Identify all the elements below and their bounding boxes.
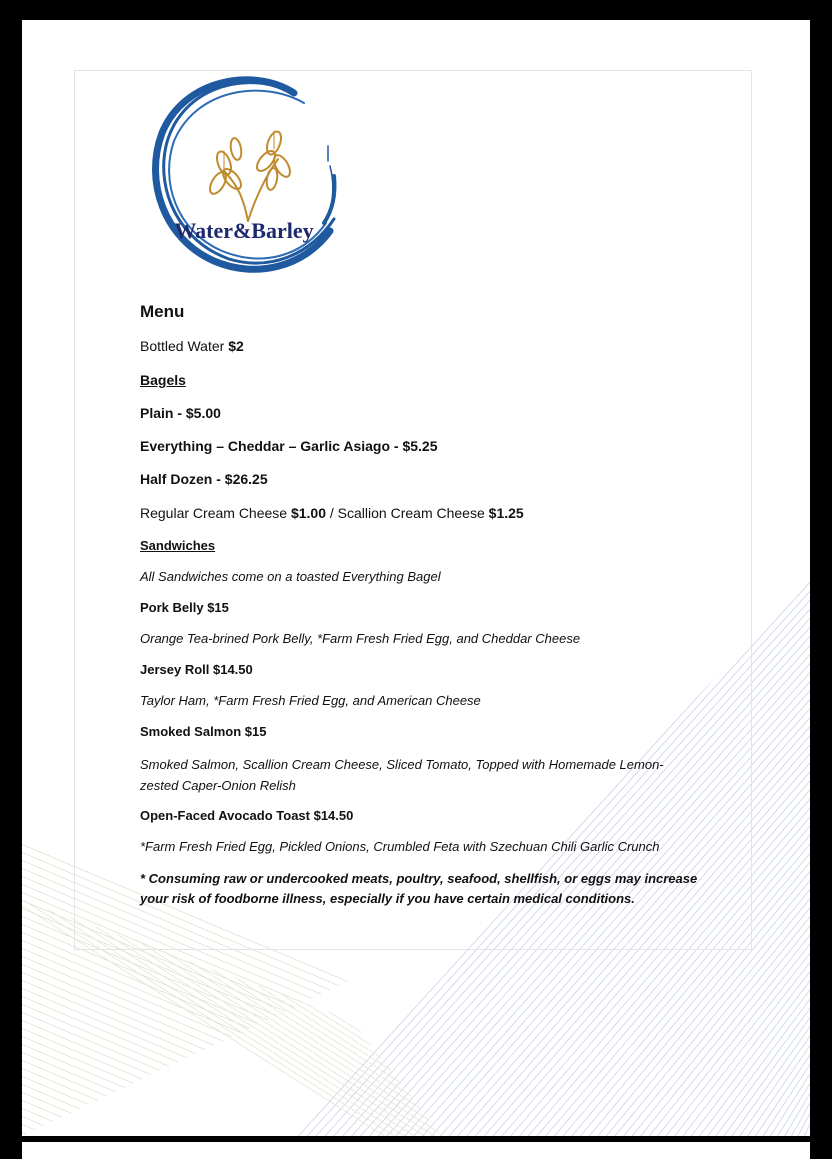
sandwich-description: *Farm Fresh Fried Egg, Pickled Onions, Crumbled Feta with Szechuan Chili Garlic Crunch [140,839,660,854]
scallion-cream-cheese-price: $1.25 [488,505,524,521]
sandwich-name: Open-Faced Avocado Toast $14.50 [140,808,354,823]
bagel-half-dozen: Half Dozen - $26.25 [140,471,268,487]
bagels-heading: Bagels [140,372,186,388]
sandwich-description: Orange Tea-brined Pork Belly, *Farm Fresh Fried Egg, and Cheddar Cheese [140,631,581,646]
sandwich-description: Smoked Salmon, Scallion Cream Cheese, Sliced Tomato, Topped with Homemade Lemon-zested Caper-Onion Relish [140,757,664,793]
next-page-edge [22,1142,810,1159]
bottled-water-line [140,338,244,354]
cream-cheese-line [140,505,524,521]
regular-cream-cheese-price: $1.00 [290,505,327,521]
menu-page [22,20,810,1136]
bottled-water-name: Bottled Water [140,338,229,354]
logo-text: Water&Barley [174,218,314,243]
water-and-barley-logo [144,71,344,276]
wheat-icon [207,130,293,221]
food-safety-warning: * Consuming raw or undercooked meats, poultry, seafood, shellfish, or eggs may increase your risk of foodborne illness, especially if you have certain medical conditions. [140,871,698,906]
sandwich-name: Jersey Roll $14.50 [140,662,253,677]
bottled-water-price: $2 [228,338,244,354]
bagel-everything: Everything – Cheddar – Garlic Asiago - $5.25 [140,438,438,454]
regular-cream-cheese-label: Regular Cream Cheese [140,505,291,521]
sandwich-description: Taylor Ham, *Farm Fresh Fried Egg, and American Cheese [140,693,481,708]
menu-title: Menu [140,302,185,321]
scallion-cream-cheese-label: / Scallion Cream Cheese [326,505,489,521]
sandwich-name: Pork Belly $15 [140,600,229,615]
sandwich-name: Smoked Salmon $15 [140,724,267,739]
sandwiches-heading: Sandwiches [140,538,216,553]
bagel-plain: Plain - $5.00 [140,405,221,421]
sandwiches-note: All Sandwiches come on a toasted Everything Bagel [140,569,441,584]
